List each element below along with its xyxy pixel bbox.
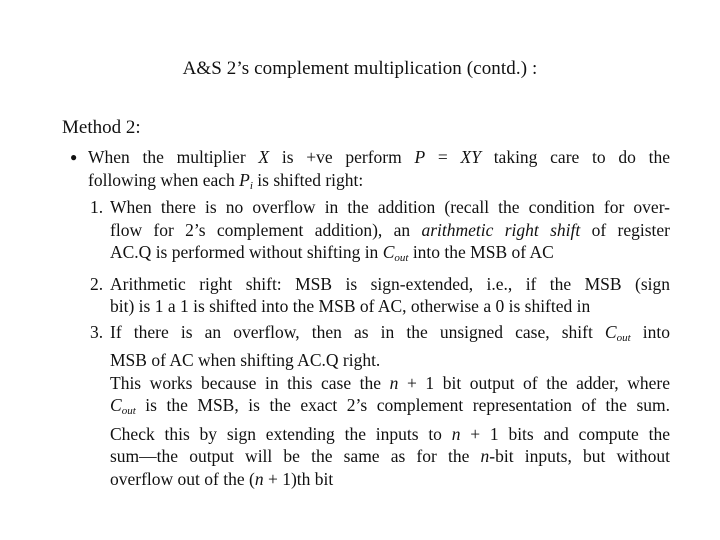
text-run: taking care to do the <box>480 147 670 167</box>
math-var: n <box>451 423 461 444</box>
text-run: bits and compute the <box>498 423 670 444</box>
item-line <box>110 219 670 242</box>
item-number: 3. <box>90 321 104 342</box>
item-number: 1. <box>90 197 104 217</box>
math-var: n <box>254 468 264 489</box>
list-item-2 <box>90 273 670 318</box>
math-subscript: out <box>616 331 631 344</box>
math-var: C <box>604 321 617 342</box>
item-number: 2. <box>90 273 104 294</box>
item-line: Arithmetic right shift: MSB is sign-extended, i.e., if the MSB (sign <box>110 273 670 294</box>
math-subscript: out <box>121 405 136 417</box>
item-line <box>110 423 670 446</box>
item-body <box>110 273 670 318</box>
math-op: + 1 <box>398 372 435 393</box>
item-line <box>110 241 670 270</box>
text-run: AC.Q is performed without shifting in <box>110 242 383 262</box>
math-op: = <box>425 147 461 167</box>
text-run: Check this by sign extending the inputs to <box>110 423 452 444</box>
slide-title: A&S 2’s complement multiplication (contd.) : <box>182 58 538 79</box>
list-item-3 <box>90 321 670 491</box>
text-run: is shifted right: <box>252 169 364 190</box>
text-run: th bit <box>296 468 334 489</box>
text-run: This works because in this case the <box>110 372 390 393</box>
item-line <box>110 468 670 491</box>
text-run: -bit inputs, but without <box>489 446 670 466</box>
item-line <box>110 445 670 468</box>
text-run: is the MSB, is the exact 2’s complement representation of the sum. <box>135 395 670 415</box>
bullet-icon: ● <box>70 150 78 164</box>
text-run: overflow out of the <box>110 468 249 489</box>
math-op: ( <box>249 468 255 489</box>
math-var: P <box>239 169 250 190</box>
text-run: sum—the output will be the same as for the <box>110 446 481 466</box>
math-var: n <box>389 372 399 393</box>
item-line: When there is no overflow in the addition (recall the condition for over- <box>110 197 670 217</box>
text-run: bit output of the adder, where <box>434 372 671 393</box>
bullet-line-2 <box>88 169 670 198</box>
emphasis-text: arithmetic right shift <box>421 219 581 240</box>
text-run: following when each <box>88 169 240 190</box>
item-line <box>110 321 670 350</box>
math-op: + 1) <box>263 468 297 489</box>
math-var: n <box>480 446 490 466</box>
text-run: If there is an overflow, then as in the unsigned case, shift <box>110 321 605 342</box>
text-run: into the MSB of AC <box>408 242 554 262</box>
item-line: bit) is 1 a 1 is shifted into the MSB of AC, otherwise a 0 is shifted in <box>110 296 591 316</box>
item-line: MSB of AC when shifting AC.Q right. <box>110 350 381 370</box>
item-line <box>110 372 670 395</box>
text-run: of register <box>580 219 670 240</box>
numbered-list <box>90 196 670 493</box>
math-var: C <box>110 395 122 415</box>
text-run: When the multiplier <box>88 147 259 167</box>
text-run: flow for 2’s complement addition), an <box>110 219 422 240</box>
text-run: is +ve perform <box>269 147 415 167</box>
item-line <box>110 394 670 423</box>
math-var: XY <box>460 147 481 167</box>
text-run: into <box>630 321 670 342</box>
math-var: P <box>414 147 426 167</box>
list-item-1 <box>90 196 670 270</box>
method-heading: Method 2: <box>62 117 141 138</box>
item-body <box>110 196 670 270</box>
math-subscript: i <box>249 179 253 192</box>
math-var: C <box>382 242 395 262</box>
math-op: + 1 <box>460 423 499 444</box>
bullet-text <box>88 146 670 197</box>
bullet-line-1 <box>88 146 670 169</box>
math-subscript: out <box>394 252 409 264</box>
math-var: X <box>258 147 270 167</box>
item-body <box>110 321 670 491</box>
